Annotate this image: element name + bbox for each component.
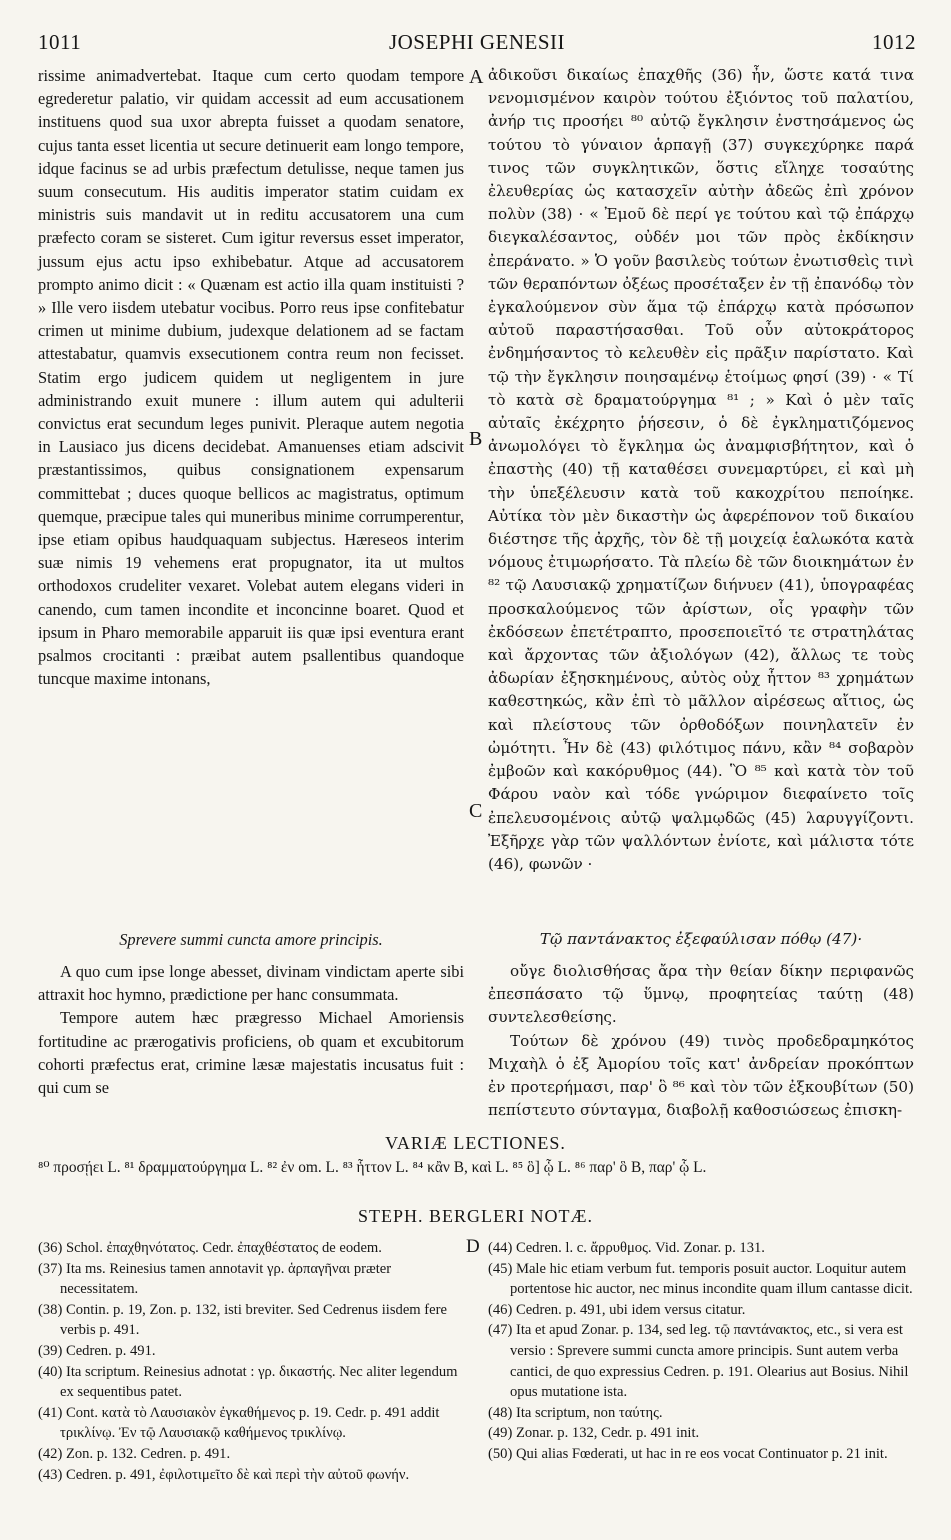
footnote: (45) Male hic etiam verbum fut. temporis posuit auctor. Loquitur autem portentose hic auctor, nec minus incondite quam illum cantasse dicit. bbox=[488, 1260, 913, 1298]
notes-right-column bbox=[488, 1238, 914, 1465]
footnote: (43) Cedren. p. 491, ἐφιλοτιμεῖτο δὲ καὶ περὶ τὴν αὐτοῦ φωνήν. bbox=[38, 1466, 410, 1483]
footnote: (47) Ita et apud Zonar. p. 134, sed leg. τῷ παντάνακτος, etc., si vera est versio : Sprevere summi cuncta amore principis. Sunt autem verba cantici, de quo expressius Cedren. p. 191. Olearius aut Bosius. Nihil opus mutatione ista. bbox=[488, 1322, 909, 1401]
running-title: JOSEPHI GENESII bbox=[388, 30, 566, 54]
margin-marker-b: B bbox=[469, 428, 483, 450]
latin-paragraph: rissime animadvertebat. Itaque cum certo quodam tempore egrederetur palatio, vir quidam accessit ad eum accusationem instituens quod sua uxor abrepta fuisset a quodam senatore, cujus tanta esset licentia ut secure detinuerit eam longo tempore, idque facinus se ad urbis præfectum detulisse, neque tamen jus suum consecutum. His auditis imperator statim cuidam ex ministris suis mandavit ut in reditu accusatorem una cum præfecto coram se sisteret. Cum igitur reversus esset imperator, jussum ejus actu ipso exhibebatur. Atque ad accusatorem prompto animo dicit : « Quænam est actio illa quam instituisti ? » Ille vero iisdem utebatur vocibus. Porro reus ipse confitebatur crimen ut minime dubium, judexque delationem ad se factam attestabatur, quamvis exsecutionem contra reum non fecisset. Statim ergo judicem quidem ut negligentem in jure administrando exuit munere : illum autem qui adulterii convictus erat secundum leges punivit. Pleraque autem negotia in Lausiaco jus dicens decidebat. Amanuenses etiam adscivit præstantissimos, quibus consignationem expensarum committebat ; duces quoque bellicos ac magistratus, optimum quemque, præcipue tales qui muneribus minime corrumperentur, ipse etiam opibus haudquaquam subjectus. Hæreseos interim suæ nimis 19 vehemens erat propugnator, ita ut multos orthodoxos crudeliter vexaret. Volebat autem elegans videri in canendo, cum tamen incondite et inconcinne boaret. Quod et ipsum in Pharo memorabile apparuit iis quæ ipsi eventura erant psalmos crocitanti : præibat autem psallentibus quandoque tuncque maxime intonans, bbox=[38, 66, 464, 689]
running-header bbox=[38, 30, 916, 62]
footnote: (38) Contin. p. 19, Zon. p. 132, isti breviter. Sed Cedrenus iisdem fere verbis p. 491. bbox=[38, 1301, 447, 1339]
latin-column-continued bbox=[38, 960, 464, 1099]
footnote: (39) Cedren. p. 491. bbox=[38, 1342, 156, 1359]
page-number-right: 1012 bbox=[872, 30, 916, 54]
footnote: (41) Cont. κατὰ τὸ Λαυσιακὸν ἐγκαθήμενος p. 19. Cedr. p. 491 addit τρικλίνῳ. Ἐν τῷ Λαυσιακῷ καθήμενος τρικλίνῳ. bbox=[38, 1404, 440, 1442]
latin-verse: Sprevere summi cuncta amore principis. bbox=[119, 930, 383, 949]
margin-marker-d: D bbox=[466, 1236, 480, 1257]
greek-column bbox=[488, 64, 914, 876]
variae-lectiones-text: ⁸⁰ προσῄει L. ⁸¹ δραμματούργημα L. ⁸² ἐν om. L. ⁸³ ἧττον L. ⁸⁴ κἂν B, καὶ L. ⁸⁵ ὃ] ᾧ L. ⁸⁶ παρ' ὃ B, παρ' ᾧ L. bbox=[38, 1159, 707, 1176]
notes-left-column bbox=[38, 1238, 464, 1485]
footnote: (40) Ita scriptum. Reinesius adnotat : γρ. δικαστής. Nec aliter legendum ex sequentibus patet. bbox=[38, 1363, 458, 1401]
variae-lectiones-heading: VARIÆ LECTIONES. bbox=[385, 1133, 566, 1153]
footnote: (44) Cedren. l. c. ἄρρυθμος. Vid. Zonar. p. 131. bbox=[488, 1240, 765, 1256]
page-number-left: 1011 bbox=[38, 30, 82, 54]
greek-paragraph: ἀδικοῦσι δικαίως ἐπαχθῆς (36) ἦν, ὥστε κατά τινα νενομισμένον καιρὸν τούτου ἐξιόντος τοῦ παλατίου, ἀνήρ τις προσήει ⁸⁰ αὐτῷ ἔγκλησιν ἐνστησάμενος ὡς τούτου τὸ γύναιον ἁρπαγῇ (37) συγκεχύρηκε παρά τινος τῶν συγκλητικῶν, ὅστις εἴληχε τοσαύτης ἐλευθερίας ὡς κατασχεῖν αὐτὴν ἀδεῶς ἐπὶ χρόνον πολὺν (38) · « Ἐμοῦ δὲ περί γε τούτου καὶ τῷ ἐπάρχῳ διεγκαλέσαντος, οὐδέν μοι τῶν πρὸς ἐκδίκησιν ἐπεράνατο. » Ὁ γοῦν βασιλεὺς τούτων ἐνωτισθεὶς τινὶ τῶν θεραπόντων ὀξέως προσέταξεν ἐν τῇ ἐπανόδῳ τὸν ἐγκαλούμενον σὺν ἅμα τῷ ἐπάρχῳ κατὰ πρόσωπον αὐτοῦ παραστήσασθαι. Τοῦ οὖν αὐτοκράτορος ἐνδημήσαντος τὸ κελευθὲν εἰς πρᾶξιν παρίστατο. Καὶ τῷ τὴν ἔγκλησιν ποιησαμένῳ ἑτοίμως φησί (39) · « Τί τὸ κατὰ σὲ δραματούργημα ⁸¹ ; » Καὶ ὁ μὲν ταῖς αὐταῖς ἐκέχρητο ῥήσεσιν, ὁ δὲ ἐγκληματιζόμενος ἀνωμολόγει τὸ ἔγκλημα ὡς ἀναμφισβήτητον, καὶ ὁ ἐπαστὴς (40) τῇ καταθέσει συνεμαρτύρει, εἰ καὶ μὴ τὴν ὑπεξέλευσιν κατὰ τοῦ κακοχρίτου πεποίηκε. Αὐτίκα τὸν μὲν δικαστὴν ὡς ἀφερέπονον τοῦ δικαίου διέστησε τῆς ἀρχῆς, τὸν δὲ τῇ μοιχείᾳ ἑαλωκότα κατὰ νόμους ἐτιμωρήσατο. Τὰ πλείω δὲ τῶν διοικημάτων ἐν ⁸² τῷ Λαυσιακῷ χρηματίζων διήνυεν (41), ὑπογραφέας προσκαλούμενος τῶν ἀρίστων, οἷς γραφὴν τῶν ἐκδόσεων ἐπετέτραπτο, προσεποιεῖτό τε στρατηλάτας καὶ ἄρχοντας τῶν ἀξιολόγων (42), ἄλλως τε τοὺς ἀδωρίαν ἐξησκημένους, αὐτὸς οὐχ ἧττον ⁸³ χρημάτων καθεστηκώς, κἂν ἐπὶ τὸ μᾶλλον αἱρέσεως αἴτιος, ὡς καὶ πλείστους τῶν ὀρθοδόξων ποινηλατεῖν ἐν ὠμότητι. Ἦν δὲ (43) φιλότιμος πάνυ, κἂν ⁸⁴ σοβαρὸν ἐμβοῶν καὶ κακόρυθμος (44). Ὃ ⁸⁵ καὶ κατὰ τὸν τοῦ Φάρου ναὸν καὶ τόδε γνώριμον διεφαίνετο τοῖς ἐπελευσομένοις αὐτῷ ψαλμῳδῶς (45) λαρυγγίζοντι. Ἐξῆρχε γὰρ τῶν ψαλλόντων ἐνίοτε, καὶ μάλιστα τότε (46), φωνῶν · bbox=[488, 66, 914, 873]
footnote: (46) Cedren. p. 491, ubi idem versus citatur. bbox=[488, 1301, 746, 1318]
footnote: (48) Ita scriptum, non ταύτης. bbox=[488, 1404, 663, 1421]
greek-column-continued bbox=[488, 960, 914, 1122]
latin-paragraph: Tempore autem hæc prægresso Michael Amoriensis fortitudine ac prærogativis proficiens, ob quam et excubitorum cohorti præfectus erat, crimine læsæ majestatis incusatus fuit : qui cum se bbox=[38, 1008, 464, 1098]
footnote: (37) Ita ms. Reinesius tamen annotavit γρ. ἁρπαγῆναι præter necessitatem. bbox=[38, 1260, 392, 1298]
notes-heading: STEPH. BERGLERI NOTÆ. bbox=[357, 1206, 593, 1226]
footnote: (49) Zonar. p. 132, Cedr. p. 491 init. bbox=[488, 1425, 700, 1442]
footnote: (50) Qui alias Fœderati, ut hac in re eos vocat Continuator p. 21 init. bbox=[488, 1445, 888, 1462]
latin-paragraph: A quo cum ipse longe abesset, divinam vindictam aperte sibi attraxit hoc hymno, prædictione per hanc consummata. bbox=[38, 962, 464, 1005]
greek-paragraph: Τούτων δὲ χρόνου (49) τινὸς προδεδραμηκότος Μιχαὴλ ὁ ἐξ Ἀμορίου τοῖς κατ' ἀνδρείαν προκόπτων ἐν προτερήμασι, παρ' ὃ ⁸⁶ καὶ τὸν τῶν ἐξκουβίτων (50) πεπίστευτο σύνταγμα, διαβολῇ καθοσιώσεως ἐπισκη- bbox=[488, 1031, 914, 1120]
greek-verse: Τῷ παντάνακτος ἐξεφαύλισαν πόθῳ (47)· bbox=[539, 930, 863, 948]
latin-column bbox=[38, 64, 464, 690]
margin-marker-a: A bbox=[469, 66, 484, 88]
footnote: (36) Schol. ἐπαχθηνότατος. Cedr. ἐπαχθέστατος de eodem. bbox=[38, 1240, 382, 1256]
footnote: (42) Zon. p. 132. Cedren. p. 491. bbox=[38, 1445, 231, 1462]
margin-marker-c: C bbox=[469, 800, 483, 822]
greek-paragraph: οὔγε διολισθήσας ἄρα τὴν θείαν δίκην περιφανῶς ἐπεσπάσατο τῷ ὕμνῳ, προφητείας ταύτῃ (48) συντελεσθείσης. bbox=[488, 962, 914, 1027]
